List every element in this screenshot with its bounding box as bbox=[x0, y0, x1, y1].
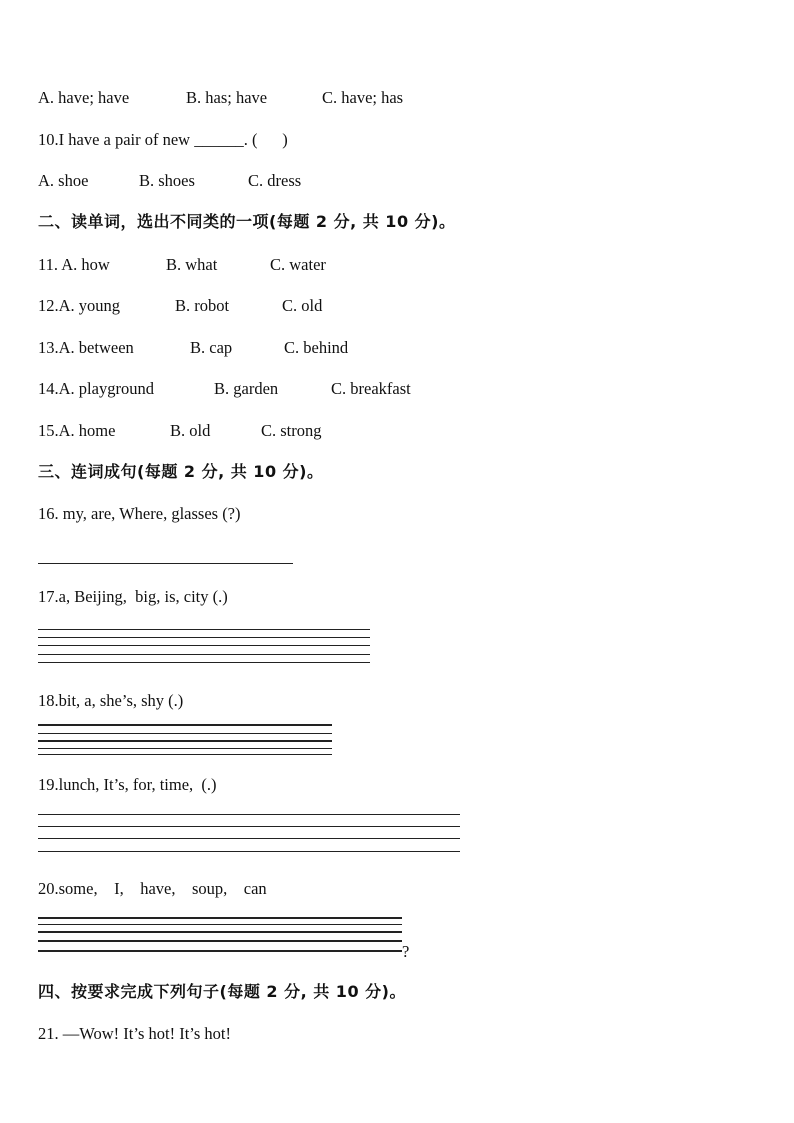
q15-option-c: C. strong bbox=[261, 421, 322, 440]
q14-option-b: B. garden bbox=[214, 379, 279, 398]
q18-answer-line-4[interactable] bbox=[38, 748, 332, 749]
q19-answer-line-4[interactable] bbox=[38, 851, 460, 852]
q20-answer-line-1[interactable] bbox=[38, 917, 402, 919]
q15-option-b: B. old bbox=[170, 421, 211, 440]
q17-answer-line-5[interactable] bbox=[38, 662, 370, 663]
q19-answer-line-2[interactable] bbox=[38, 826, 460, 827]
q13-option-b: B. cap bbox=[190, 338, 233, 357]
section-3-heading: 三、连词成句(每题 2 分, 共 10 分)。 bbox=[38, 462, 324, 481]
q18-answer-line-5[interactable] bbox=[38, 754, 332, 755]
q20-end-punctuation: ? bbox=[402, 942, 410, 961]
q15-option-a: 15.A. home bbox=[38, 421, 116, 440]
q16-answer-line[interactable] bbox=[38, 563, 293, 564]
q10-option-b: B. shoes bbox=[139, 171, 195, 190]
q20-answer-line-3[interactable] bbox=[38, 931, 402, 933]
q12-option-b: B. robot bbox=[175, 296, 230, 315]
q9-option-b: B. has; have bbox=[186, 88, 268, 107]
q16-words: 16. my, are, Where, glasses (?) bbox=[38, 504, 241, 523]
q18-words: 18.bit, a, she’s, shy (.) bbox=[38, 691, 184, 710]
q18-answer-line-1[interactable] bbox=[38, 724, 332, 726]
q17-answer-line-3[interactable] bbox=[38, 645, 370, 646]
q10-stem: 10.I have a pair of new ______. ( ) bbox=[38, 130, 288, 149]
q13-option-a: 13.A. between bbox=[38, 338, 134, 357]
q12-option-a: 12.A. young bbox=[38, 296, 121, 315]
section-4-heading: 四、按要求完成下列句子(每题 2 分, 共 10 分)。 bbox=[38, 982, 406, 1001]
q12-option-c: C. old bbox=[282, 296, 323, 315]
q11-option-c: C. water bbox=[270, 255, 326, 274]
q18-answer-line-2[interactable] bbox=[38, 733, 332, 734]
q17-words: 17.a, Beijing, big, is, city (.) bbox=[38, 587, 228, 606]
q19-answer-line-1[interactable] bbox=[38, 814, 460, 815]
q10-option-a: A. shoe bbox=[38, 171, 89, 190]
q20-answer-line-5[interactable] bbox=[38, 950, 402, 952]
q17-answer-line-1[interactable] bbox=[38, 629, 370, 630]
q19-words: 19.lunch, It’s, for, time, (.) bbox=[38, 775, 217, 794]
q21-prompt: 21. —Wow! It’s hot! It’s hot! bbox=[38, 1024, 231, 1043]
q20-words: 20.some, I, have, soup, can bbox=[38, 879, 267, 898]
q11-option-a: 11. A. how bbox=[38, 255, 110, 274]
q20-answer-line-2[interactable] bbox=[38, 924, 402, 925]
q9-option-c: C. have; has bbox=[322, 88, 404, 107]
q14-option-c: C. breakfast bbox=[331, 379, 411, 398]
q19-answer-line-3[interactable] bbox=[38, 838, 460, 839]
q13-option-c: C. behind bbox=[284, 338, 349, 357]
q18-answer-line-3[interactable] bbox=[38, 740, 332, 742]
q17-answer-line-4[interactable] bbox=[38, 654, 370, 655]
q10-option-c: C. dress bbox=[248, 171, 302, 190]
q11-option-b: B. what bbox=[166, 255, 218, 274]
section-2-heading: 二、读单词，选出不同类的一项(每题 2 分, 共 10 分)。 bbox=[38, 212, 456, 231]
q9-option-a: A. have; have bbox=[38, 88, 130, 107]
q20-answer-line-4[interactable] bbox=[38, 940, 402, 942]
q14-option-a: 14.A. playground bbox=[38, 379, 154, 398]
q17-answer-line-2[interactable] bbox=[38, 637, 370, 638]
